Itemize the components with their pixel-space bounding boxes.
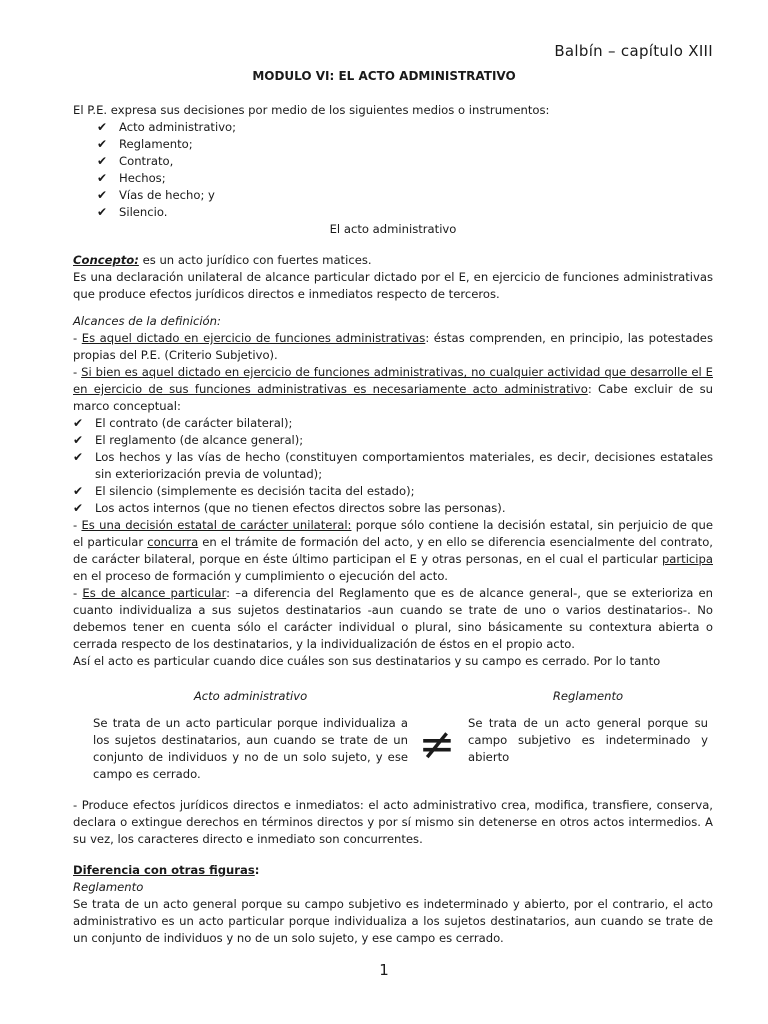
- dash: -: [73, 365, 82, 379]
- list-item: ✔ Contrato,: [97, 153, 713, 170]
- concepto-line: [73, 252, 713, 269]
- list-item: ✔ Los hechos y las vías de hecho (constituyen comportamientos materiales, es decir, decisiones estatales sin exteriorización previa de voluntad);: [73, 449, 713, 483]
- alcances-paragraph-2: [73, 364, 713, 415]
- comparison-right-text: Se trata de un acto general porque su campo subjetivo es indeterminado y abierto: [468, 716, 708, 764]
- underlined-phrase: Es aquel dictado en ejercicio de funciones administrativas: [81, 331, 426, 345]
- comparison-right-heading: Reglamento: [552, 689, 624, 703]
- paragraph-text: en el proceso de formación y cumplimiento o ejecución del acto.: [73, 569, 448, 583]
- not-equal-icon: [408, 688, 466, 775]
- running-header: Balbín – capítulo XIII: [554, 42, 713, 60]
- not-equal-symbol: ≠: [418, 719, 456, 770]
- diferencia-subheading: Reglamento: [73, 880, 144, 894]
- comparison-left-heading: Acto administrativo: [193, 689, 308, 703]
- list-item: ✔ El silencio (simplemente es decisión tacita del estado);: [73, 483, 713, 500]
- alcances-heading: Alcances de la definición:: [73, 314, 221, 328]
- comparison-left-text: Se trata de un acto particular porque individualiza a los sujetos destinatarios, aun cuando se trate de un conjunto de individuos y no de un solo sujeto, y ese campo es cerrado.: [93, 716, 408, 781]
- comparison-right: [466, 688, 708, 766]
- paragraph-text: : Cabe excluir de su marco conceptual:: [73, 382, 713, 413]
- underlined-word: concurra: [147, 535, 199, 549]
- dash: -: [73, 586, 83, 600]
- comparison-left: [73, 688, 408, 783]
- list-item: ✔ Hechos;: [97, 170, 713, 187]
- alcances-paragraph-1: [73, 330, 713, 364]
- underlined-phrase: Si bien es aquel dictado en ejercicio de funciones administrativas, no cualquier actividad que desarrolle el E en ejercicio de sus funciones administrativas es necesariamente acto administrativo: [73, 365, 713, 396]
- list-item: ✔ El contrato (de carácter bilateral);: [73, 415, 713, 432]
- underlined-phrase: Es una decisión estatal de carácter unilateral:: [81, 518, 352, 532]
- paragraph-text: porque sólo contiene la decisión estatal, sin perjuicio de que el particular: [73, 518, 714, 549]
- list-item: ✔ Vías de hecho; y: [97, 187, 713, 204]
- list-item: ✔ Reglamento;: [97, 136, 713, 153]
- list-item: ✔ El reglamento (de alcance general);: [73, 432, 713, 449]
- diferencia-paragraph: Se trata de un acto general porque su campo subjetivo es indeterminado y abierto, por el contrario, el acto administrativo es un acto particular porque individualiza a los sujetos destinatarios, aun cuando se trate de un conjunto de individuos y no de un solo sujeto, y ese campo es cerrado.: [73, 897, 713, 945]
- intro-paragraph: El P.E. expresa sus decisiones por medio de los siguientes medios o instrumentos:: [73, 103, 550, 117]
- instruments-list: [73, 119, 713, 221]
- comparison-block: [73, 688, 713, 783]
- list-item: ✔ Silencio.: [97, 204, 713, 221]
- exclusions-list: [73, 415, 713, 517]
- alcances-paragraph-3: [73, 517, 713, 585]
- concepto-label: Concepto:: [73, 253, 139, 267]
- paragraph-text: : –a diferencia del Reglamento que es de alcance general-, que se exterioriza en cuanto individualiza a sus sujetos destinatarios -aun cuando se trate de uno o varios destinatarios-. No debemos tener en cuenta sólo el carácter individual o plural, sino básicamente su contextura abierta o cerrada respecto de los destinatarios, y la individualización de éstos en el propio acto.: [73, 586, 713, 651]
- diferencia-heading: Diferencia con otras figuras: [73, 863, 255, 877]
- page-title: MODULO VI: EL ACTO ADMINISTRATIVO: [252, 69, 516, 83]
- concepto-definition: Es una declaración unilateral de alcance particular dictado por el E, en ejercicio de funciones administrativas que produce efectos jurídicos directos e inmediatos respecto de terceros.: [73, 270, 713, 301]
- efectos-paragraph: - Produce efectos jurídicos directos e inmediatos: el acto administrativo crea, modifica, transfiere, conserva, declara o extingue derechos en términos directos y por sí mismo sin detenerse en otros actos intermedios. A su vez, los caracteres directo e inmediato son concurrentes.: [73, 798, 713, 846]
- colon: :: [254, 863, 260, 877]
- list-item: ✔ Acto administrativo;: [97, 119, 713, 136]
- alcances-paragraph-5: Así el acto es particular cuando dice cuáles son sus destinatarios y su campo es cerrado. Por lo tanto: [73, 654, 661, 668]
- diferencia-heading-line: [73, 862, 713, 879]
- paragraph-text: en el trámite de formación del acto, y en ello se diferencia esencialmente del contrato, de carácter bilateral, porque en éste último participan el E y otras personas, en el cual el particular: [73, 535, 713, 566]
- dash: -: [73, 518, 82, 532]
- underlined-phrase: Es de alcance particular: [82, 586, 227, 600]
- alcances-paragraph-4: [73, 585, 713, 653]
- section-heading: El acto administrativo: [329, 222, 457, 236]
- list-item: ✔ Los actos internos (que no tienen efectos directos sobre las personas).: [73, 500, 713, 517]
- concepto-short: es un acto jurídico con fuertes matices.: [138, 253, 372, 267]
- paragraph-text: : éstas comprenden, en principio, las potestades propias del P.E. (Criterio Subjetivo).: [73, 331, 713, 362]
- page-number: 1: [379, 961, 389, 979]
- dash: -: [73, 331, 82, 345]
- underlined-word: participa: [661, 552, 713, 566]
- document-body: [73, 102, 713, 947]
